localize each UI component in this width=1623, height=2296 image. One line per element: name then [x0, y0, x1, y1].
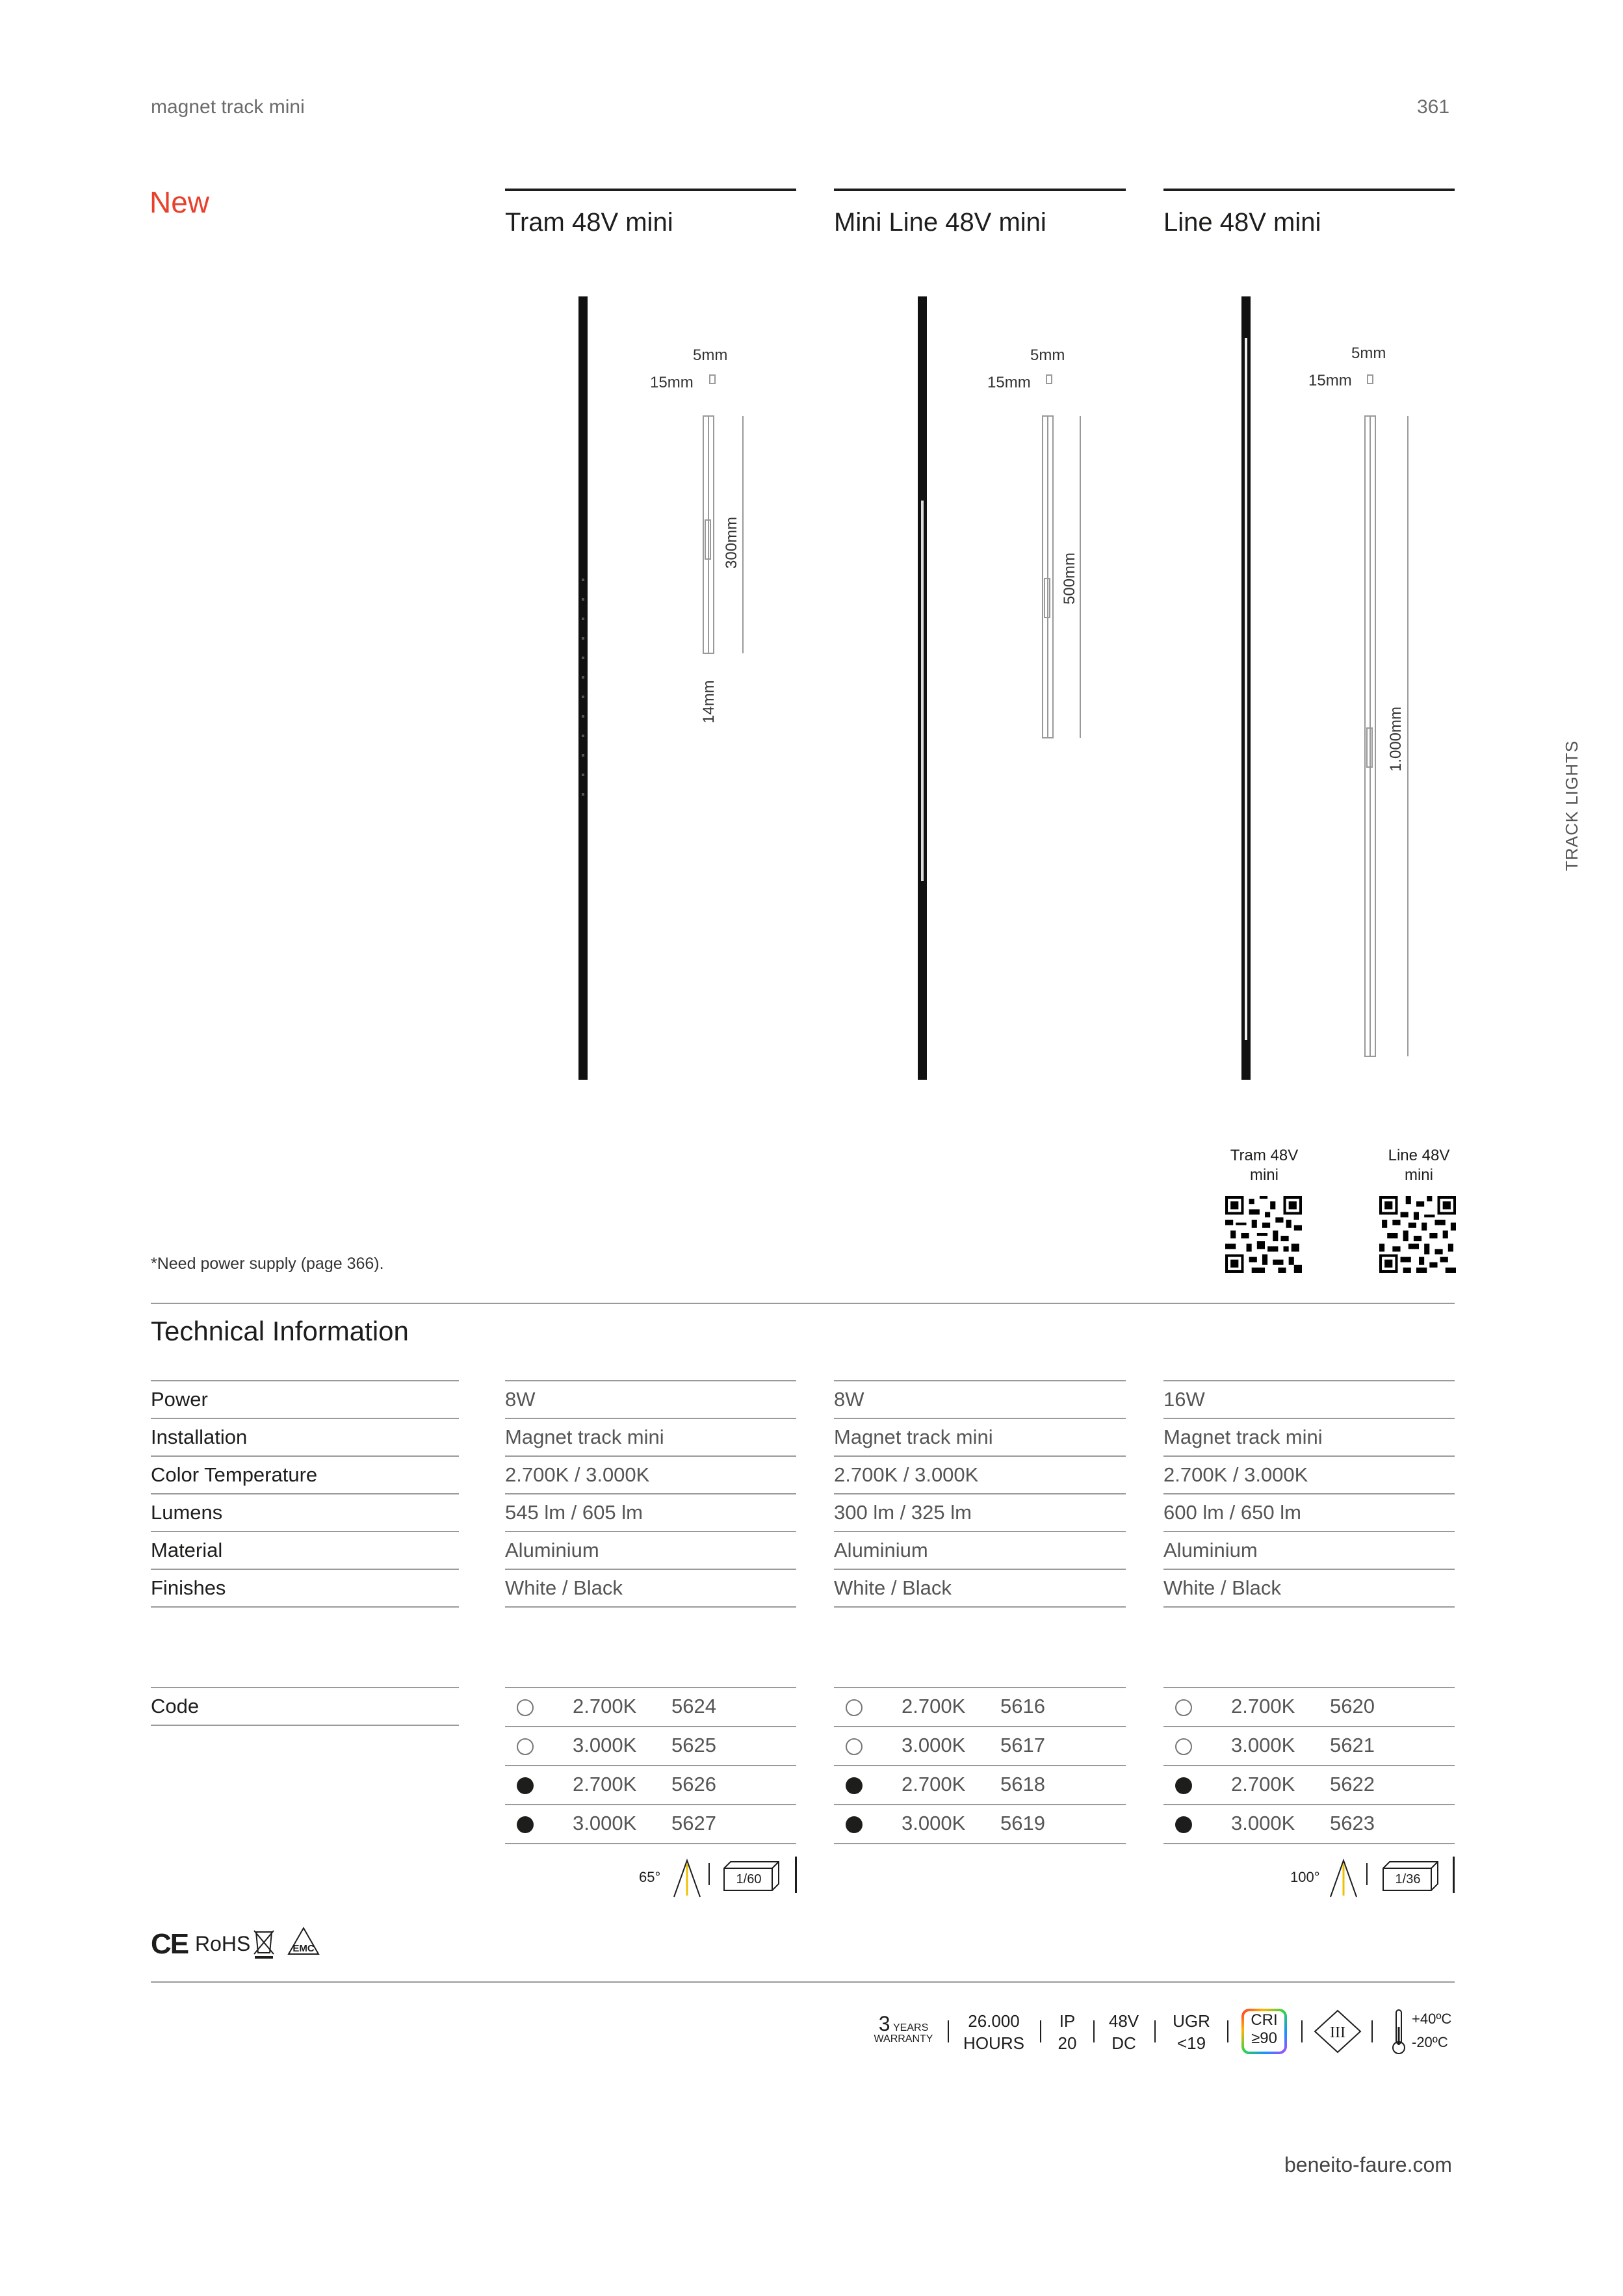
mini-line-color-temperature: 2.700K / 3.000K — [834, 1457, 1126, 1494]
code-row — [834, 1688, 1126, 1727]
separator — [1371, 2020, 1373, 2042]
mini-line-dim-side: 15mm — [987, 374, 1031, 391]
section-divider — [151, 1303, 1455, 1304]
label-installation: Installation — [151, 1419, 459, 1457]
label-color-temperature: Color Temperature — [151, 1457, 459, 1494]
code-row — [834, 1805, 1126, 1844]
line-lumens: 600 lm / 650 lm — [1163, 1494, 1455, 1532]
tram-material: Aluminium — [505, 1532, 796, 1570]
line-power: 16W — [1163, 1381, 1455, 1419]
code-row — [1163, 1805, 1455, 1844]
white-finish-icon — [846, 1699, 863, 1716]
website-link[interactable]: beneito-faure.com — [1284, 2153, 1452, 2176]
rohs-mark: RoHS — [195, 1932, 251, 1955]
white-finish-icon — [517, 1699, 534, 1716]
thermometer-icon — [1391, 2007, 1407, 2055]
black-finish-icon — [517, 1777, 534, 1794]
code-color-temperature: 3.000K — [902, 1812, 966, 1834]
mini-line-power: 8W — [834, 1381, 1126, 1419]
emc-mark-label: EMC — [292, 1943, 315, 1954]
line-dim-length: 1.000mm — [1387, 706, 1405, 772]
new-badge: New — [149, 185, 210, 219]
ugr-rating: UGR <19 — [1173, 2011, 1210, 2053]
separator — [1093, 2020, 1095, 2042]
code-color-temperature: 3.000K — [573, 1812, 637, 1834]
tram-color-temperature: 2.700K / 3.000K — [505, 1457, 796, 1494]
separator — [795, 1857, 797, 1893]
tram-beam-angle: 65° — [639, 1869, 661, 1885]
code-color-temperature: 3.000K — [902, 1734, 966, 1756]
label-lumens: Lumens — [151, 1494, 459, 1532]
code-color-temperature: 2.700K — [573, 1695, 637, 1717]
label-finishes: Finishes — [151, 1570, 459, 1608]
product-code: 5619 — [1000, 1812, 1045, 1834]
code-row — [1163, 1766, 1455, 1805]
tram-dim-side: 15mm — [650, 374, 694, 391]
line-packaging: 1/36 — [1395, 1872, 1421, 1886]
code-color-temperature: 2.700K — [1231, 1695, 1295, 1717]
tram-lumens: 545 lm / 605 lm — [505, 1494, 796, 1532]
mini-line-lumens: 300 lm / 325 lm — [834, 1494, 1126, 1532]
product-code: 5626 — [671, 1773, 716, 1795]
qr-code-tram[interactable] — [1225, 1196, 1302, 1273]
code-color-temperature: 2.700K — [573, 1773, 637, 1795]
section-title: magnet track mini — [151, 96, 305, 118]
code-color-temperature: 3.000K — [573, 1734, 637, 1756]
tram-finishes: White / Black — [505, 1570, 796, 1608]
product-title-tram: Tram 48V mini — [505, 208, 673, 237]
code-color-temperature: 3.000K — [1231, 1812, 1295, 1834]
mini-line-finishes: White / Black — [834, 1570, 1126, 1608]
code-row — [505, 1805, 796, 1844]
line-finishes: White / Black — [1163, 1570, 1455, 1608]
beam-angle-icon — [1329, 1858, 1358, 1898]
tram-power: 8W — [505, 1381, 796, 1419]
tram-dim-top: 5mm — [693, 346, 728, 364]
lifetime-hours: 26.000 HOURS — [963, 2011, 1024, 2053]
mini-line-material: Aluminium — [834, 1532, 1126, 1570]
footnote: *Need power supply (page 366). — [151, 1255, 384, 1273]
code-color-temperature: 2.700K — [902, 1695, 966, 1717]
qr-label-tram: Tram 48V mini — [1230, 1147, 1299, 1184]
product-code: 5621 — [1330, 1734, 1375, 1756]
white-finish-icon — [1175, 1699, 1192, 1716]
product-code: 5622 — [1330, 1773, 1375, 1795]
white-finish-icon — [846, 1738, 863, 1755]
tram-installation: Magnet track mini — [505, 1419, 796, 1457]
separator — [1366, 1863, 1368, 1885]
qr-code-line[interactable] — [1379, 1196, 1456, 1273]
label-material: Material — [151, 1532, 459, 1570]
cri-badge: CRI ≥90 — [1241, 2009, 1287, 2054]
black-finish-icon — [1175, 1816, 1192, 1833]
product-code: 5616 — [1000, 1695, 1045, 1717]
label-code: Code — [151, 1688, 459, 1726]
weee-bin-icon — [251, 1925, 277, 1959]
product-code: 5627 — [671, 1812, 716, 1834]
page-number: 361 — [1417, 96, 1450, 118]
line-material: Aluminium — [1163, 1532, 1455, 1570]
code-row — [834, 1766, 1126, 1805]
separator — [1154, 2020, 1156, 2042]
mini-line-installation: Magnet track mini — [834, 1419, 1126, 1457]
side-tab-label: TRACK LIGHTS — [1562, 740, 1581, 871]
tram-product-image — [578, 296, 588, 1080]
label-power: Power — [151, 1381, 459, 1419]
tram-dim-length: 300mm — [723, 516, 740, 569]
beam-angle-icon — [673, 1858, 701, 1898]
product-code: 5625 — [671, 1734, 716, 1756]
product-title-mini-line: Mini Line 48V mini — [834, 208, 1046, 237]
separator — [1301, 2020, 1303, 2042]
separator — [948, 2020, 949, 2042]
separator — [1040, 2020, 1041, 2042]
class-iii-icon — [1313, 2009, 1362, 2054]
separator — [708, 1863, 710, 1885]
white-finish-icon — [517, 1738, 534, 1755]
black-finish-icon — [846, 1816, 863, 1833]
line-beam-angle: 100° — [1290, 1869, 1320, 1885]
tram-dim-width: 14mm — [700, 680, 718, 724]
qr-label-line: Line 48V mini — [1388, 1147, 1450, 1184]
code-row — [1163, 1727, 1455, 1766]
tram-packaging: 1/60 — [736, 1872, 762, 1886]
product-code: 5624 — [671, 1695, 716, 1717]
line-dim-side: 15mm — [1308, 372, 1352, 389]
tram-technical-drawing — [703, 375, 743, 653]
code-color-temperature: 3.000K — [1231, 1734, 1295, 1756]
warranty-badge: 3 YEARS WARRANTY — [874, 2012, 933, 2044]
code-row — [505, 1766, 796, 1805]
product-code: 5617 — [1000, 1734, 1045, 1756]
code-color-temperature: 2.700K — [902, 1773, 966, 1795]
ip-rating: IP 20 — [1058, 2011, 1077, 2053]
line-color-temperature: 2.700K / 3.000K — [1163, 1457, 1455, 1494]
mini-line-product-image — [918, 296, 927, 1080]
line-installation: Magnet track mini — [1163, 1419, 1455, 1457]
code-row — [834, 1727, 1126, 1766]
code-row — [505, 1688, 796, 1727]
voltage-rating: 48V DC — [1108, 2011, 1139, 2053]
white-finish-icon — [1175, 1738, 1192, 1755]
line-product-image — [1241, 296, 1251, 1080]
line-dim-top: 5mm — [1351, 345, 1386, 362]
temperature-range: +40ºC -20ºC — [1412, 2011, 1452, 2050]
separator — [1453, 1857, 1455, 1893]
mini-line-dim-length: 500mm — [1061, 552, 1078, 605]
code-row — [505, 1727, 796, 1766]
code-color-temperature: 2.700K — [1231, 1773, 1295, 1795]
black-finish-icon — [1175, 1777, 1192, 1794]
product-code: 5623 — [1330, 1812, 1375, 1834]
product-drawings — [0, 0, 1623, 1105]
section-divider — [151, 1981, 1455, 1983]
product-title-line: Line 48V mini — [1163, 208, 1321, 237]
code-row — [1163, 1688, 1455, 1727]
emc-mark-icon — [286, 1925, 321, 1958]
black-finish-icon — [517, 1816, 534, 1833]
product-code: 5620 — [1330, 1695, 1375, 1717]
separator — [1227, 2020, 1228, 2042]
ce-mark-icon: CE — [151, 1928, 188, 1960]
tech-info-title: Technical Information — [151, 1316, 409, 1346]
mini-line-dim-top: 5mm — [1030, 346, 1065, 364]
product-code: 5618 — [1000, 1773, 1045, 1795]
black-finish-icon — [846, 1777, 863, 1794]
class-iii-label: III — [1330, 2024, 1345, 2041]
